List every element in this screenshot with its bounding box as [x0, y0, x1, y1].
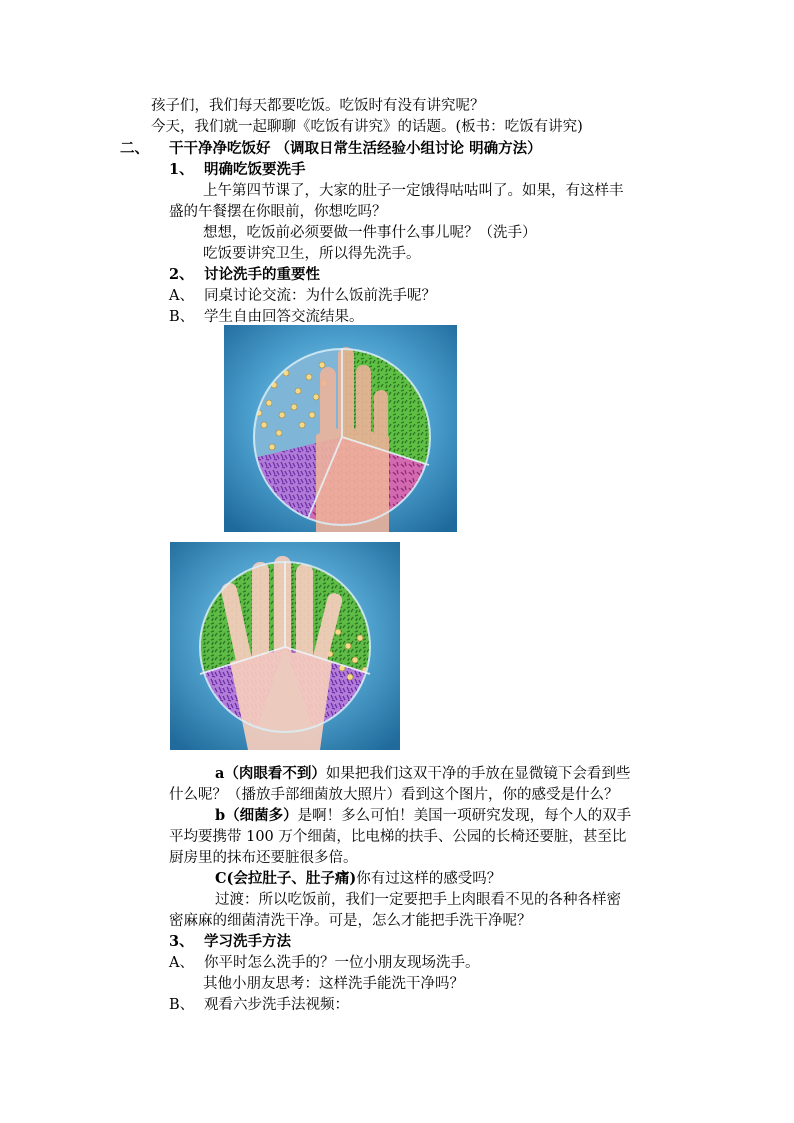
item-1-para-1b: 盛的午餐摆在你眼前，你想吃吗？ — [169, 204, 387, 220]
hand-bacteria-image-1 — [224, 325, 457, 532]
item-2-b-label: B、 — [169, 309, 195, 325]
item-2-a-text: 同桌讨论交流：为什么饭前洗手呢？ — [204, 288, 436, 304]
para-a-line-2: 什么呢？（播放手部细菌放大照片）看到这个图片，你的感受是什么？ — [169, 787, 619, 803]
item-1-para-3: 吃饭要讲究卫生，所以得先洗手。 — [203, 246, 421, 262]
item-1-title: 明确吃饭要洗手 — [204, 161, 306, 178]
item-3-a-label: A、 — [169, 955, 194, 971]
para-c-text: 你有过这样的感受吗？ — [356, 871, 502, 887]
item-2-title: 讨论洗手的重要性 — [204, 266, 320, 283]
transition-line-2: 密麻麻的细菌清洗干净。可是，怎么才能把手洗干净呢？ — [169, 913, 532, 929]
para-c-lead: C(会拉肚子、肚子痛) — [215, 870, 357, 887]
item-3-a-text: 你平时怎么洗手的？一位小朋友现场洗手。 — [204, 955, 480, 971]
para-a-lead: a（肉眼看不到） — [215, 765, 326, 782]
para-b-line-1 — [215, 806, 631, 826]
section-2-number: 二、 — [120, 140, 149, 157]
item-3-b-text: 观看六步洗手法视频： — [204, 997, 349, 1013]
section-2-title: 干干净净吃饭好 （调取日常生活经验小组讨论 明确方法） — [169, 140, 542, 157]
hand-bacteria-image-2 — [170, 542, 400, 750]
item-3-title: 学习洗手方法 — [204, 933, 291, 950]
para-b-lead: b（细菌多） — [215, 807, 298, 824]
intro-line-1: 孩子们，我们每天都要吃饭。吃饭时有没有讲究呢？ — [151, 98, 485, 114]
item-2-number: 2、 — [169, 266, 194, 283]
item-2-b-text: 学生自由回答交流结果。 — [204, 309, 364, 325]
item-1-para-1a: 上午第四节课了，大家的肚子一定饿得咕咕叫了。如果，有这样丰 — [203, 183, 624, 199]
para-a-text-1: 如果把我们这双干净的手放在显微镜下会看到些 — [325, 766, 631, 782]
item-1-para-2: 想想，吃饭前必须要做一件事什么事儿呢？（洗手） — [203, 225, 537, 241]
item-3-number: 3、 — [169, 933, 194, 950]
item-1-number: 1、 — [169, 161, 194, 178]
item-2-a-label: A、 — [169, 288, 194, 304]
para-a-line-1 — [215, 764, 630, 784]
para-b-line-3: 厨房里的抹布还要脏很多倍。 — [169, 850, 358, 866]
para-b-text-1: 是啊！多么可怕！美国一项研究发现，每个人的双手 — [297, 808, 632, 824]
para-b-line-2: 平均要携带 100 万个细菌，比电梯的扶手、公园的长椅还要脏，甚至比 — [169, 829, 627, 845]
para-c-line — [215, 869, 501, 889]
transition-line-1: 过渡：所以吃饭前，我们一定要把手上肉眼看不见的各种各样密 — [215, 892, 621, 908]
item-3-b-label: B、 — [169, 997, 195, 1013]
item-3-a-sub: 其他小朋友思考：这样洗手能洗干净吗？ — [203, 976, 464, 992]
intro-line-2: 今天，我们就一起聊聊《吃饭有讲究》的话题。(板书：吃饭有讲究) — [151, 119, 583, 135]
